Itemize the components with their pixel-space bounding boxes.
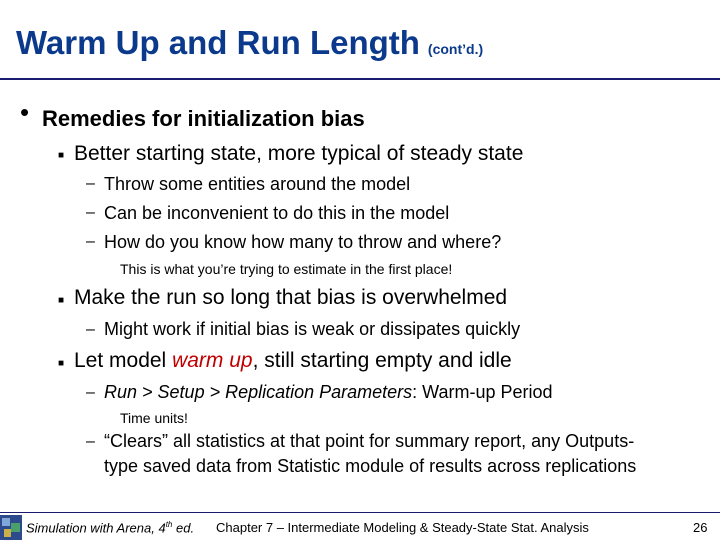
footer-book xyxy=(26,520,194,535)
menu-path: Run > Setup > Replication Parameters xyxy=(104,382,413,402)
section-1-item-2: Can be inconvenient to do this in the model xyxy=(104,203,450,223)
slide-title-sub: (cont’d.) xyxy=(427,41,484,57)
section-1-item-1: Throw some entities around the model xyxy=(104,174,411,194)
footer-chapter: Chapter 7 – Intermediate Modeling & Steady-State Stat. Analysis xyxy=(216,520,589,535)
footer-divider xyxy=(0,512,720,513)
section-2-text: Make the run so long that bias is overwhelmed xyxy=(74,286,508,309)
footer-book-sup: th xyxy=(165,520,173,529)
section-1-text: Better starting state, more typical of steady state xyxy=(74,142,524,165)
title-divider xyxy=(0,78,720,80)
section-3-item-1 xyxy=(104,382,553,403)
page-number: 26 xyxy=(693,520,708,535)
square-bullet-icon: ■ xyxy=(58,358,65,369)
arena-logo-icon xyxy=(0,515,22,540)
dash-bullet-icon: – xyxy=(86,321,95,338)
slide-title-main: Warm Up and Run Length xyxy=(16,24,420,61)
section-3-text-before: Let model xyxy=(74,349,173,372)
section-3-text xyxy=(74,349,512,373)
section-3-item-2-line-2: type saved data from Statistic module of results across replications xyxy=(104,456,637,476)
square-bullet-icon: ■ xyxy=(58,150,65,161)
section-3-emphasis: warm up xyxy=(172,349,253,372)
section-1-note: This is what you’re trying to estimate in the first place! xyxy=(120,261,453,277)
footer-book-ed: ed. xyxy=(172,520,195,536)
bullet-dot-icon: • xyxy=(20,97,30,127)
heading-bullet: Remedies for initialization bias xyxy=(42,106,365,131)
square-bullet-icon: ■ xyxy=(58,295,65,306)
section-2-item-1: Might work if initial bias is weak or dissipates quickly xyxy=(104,319,521,339)
dash-bullet-icon: – xyxy=(86,233,95,250)
section-3-text-after: , still starting empty and idle xyxy=(252,349,512,372)
section-3-item-2-line-1: “Clears” all statistics at that point for summary report, any Outputs- xyxy=(104,431,635,451)
dash-bullet-icon: – xyxy=(86,384,95,401)
menu-path-rest: : Warm-up Period xyxy=(412,382,553,402)
footer-book-title: Simulation with Arena, 4 xyxy=(26,520,166,536)
slide-title xyxy=(16,24,483,62)
dash-bullet-icon: – xyxy=(86,433,95,450)
dash-bullet-icon: – xyxy=(86,204,95,221)
dash-bullet-icon: – xyxy=(86,175,95,192)
section-3-note: Time units! xyxy=(120,410,188,426)
section-1-item-3: How do you know how many to throw and where? xyxy=(104,232,502,252)
